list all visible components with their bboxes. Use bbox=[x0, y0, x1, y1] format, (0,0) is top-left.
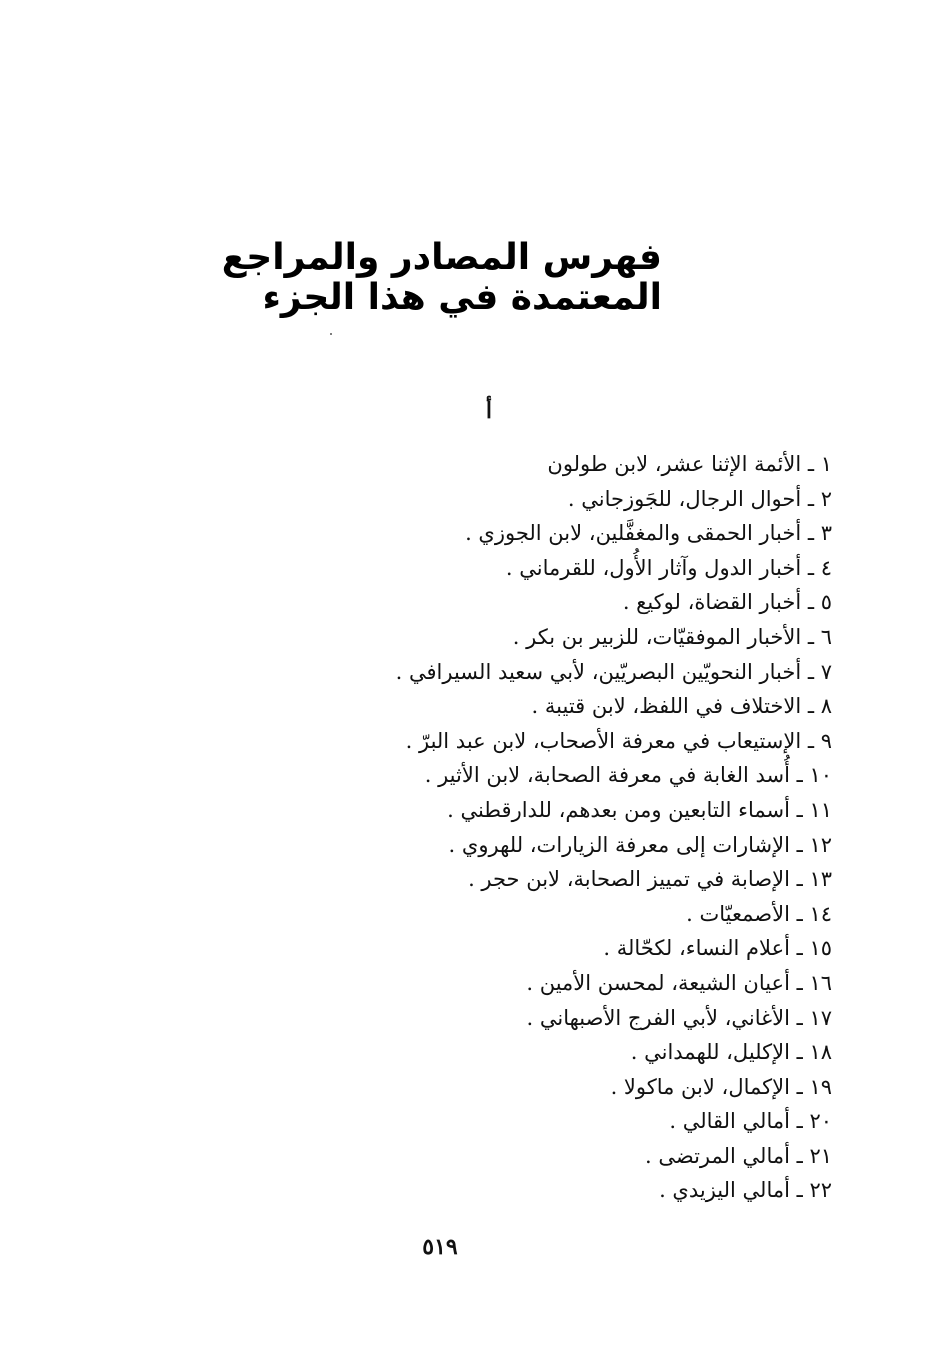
source-entry: ١٤ ـ الأصمعيّات . bbox=[686, 901, 832, 926]
source-entry: ١١ ـ أسماء التابعين ومن بعدهم، للدارقطني . bbox=[447, 797, 832, 822]
section-letter-heading: أ bbox=[485, 398, 492, 424]
source-entry: ١٦ ـ أعيان الشيعة، لمحسن الأمين . bbox=[526, 970, 832, 995]
source-entry: ٢١ ـ أمالي المرتضى . bbox=[645, 1143, 832, 1168]
title-line-2: المعتمدة في هذا الجزء bbox=[262, 277, 662, 318]
source-entry: ٥ ـ أخبار القضاة، لوكيع . bbox=[622, 590, 832, 615]
source-entry: ٣ ـ أخبار الحمقى والمغفَّلين، لابن الجوزي . bbox=[465, 521, 832, 546]
scan-speck bbox=[330, 333, 332, 335]
index-title bbox=[221, 237, 662, 318]
source-entry: ١٩ ـ الإكمال، لابن ماكولا . bbox=[610, 1074, 832, 1099]
source-entry: ١٠ ـ أُسد الغابة في معرفة الصحابة، لابن الأثير . bbox=[424, 763, 832, 788]
source-entry: ٢ ـ أحوال الرجال، للجَوزجاني . bbox=[567, 486, 832, 511]
source-entry: ١٧ ـ الأغاني، لأبي الفرج الأصبهاني . bbox=[526, 1005, 832, 1030]
sources-list bbox=[272, 447, 832, 1208]
source-entry: ١٢ ـ الإشارات إلى معرفة الزيارات، للهروي . bbox=[448, 832, 832, 857]
title-line-1: فهرس المصادر والمراجع bbox=[221, 237, 662, 278]
source-entry: ٦ ـ الأخبار الموفقيّات، للزبير بن بكر . bbox=[512, 624, 832, 649]
source-entry: ٧ ـ أخبار النحويّين البصريّين، لأبي سعيد السيرافي . bbox=[395, 659, 832, 684]
source-entry: ٨ ـ الاختلاف في اللفظ، لابن قتيبة . bbox=[531, 694, 832, 719]
page-number: ٥١٩ bbox=[422, 1234, 458, 1260]
source-entry: ٤ ـ أخبار الدول وآثار الأُول، للقرماني . bbox=[505, 555, 832, 580]
source-entry: ٢٠ ـ أمالي القالي . bbox=[669, 1109, 832, 1134]
source-entry: ١٣ ـ الإصابة في تمييز الصحابة، لابن حجر . bbox=[468, 867, 832, 892]
source-entry: ٢٢ ـ أمالي اليزيدي . bbox=[659, 1178, 832, 1203]
source-entry: ٩ ـ الإستيعاب في معرفة الأصحاب، لابن عبد البرّ . bbox=[405, 728, 832, 753]
source-entry: ١٥ ـ أعلام النساء، لكحّالة . bbox=[603, 936, 832, 961]
source-entry: ١ ـ الأئمة الإثنا عشر، لابن طولون bbox=[547, 452, 832, 476]
source-entry: ١٨ ـ الإكليل، للهمداني . bbox=[630, 1040, 832, 1065]
